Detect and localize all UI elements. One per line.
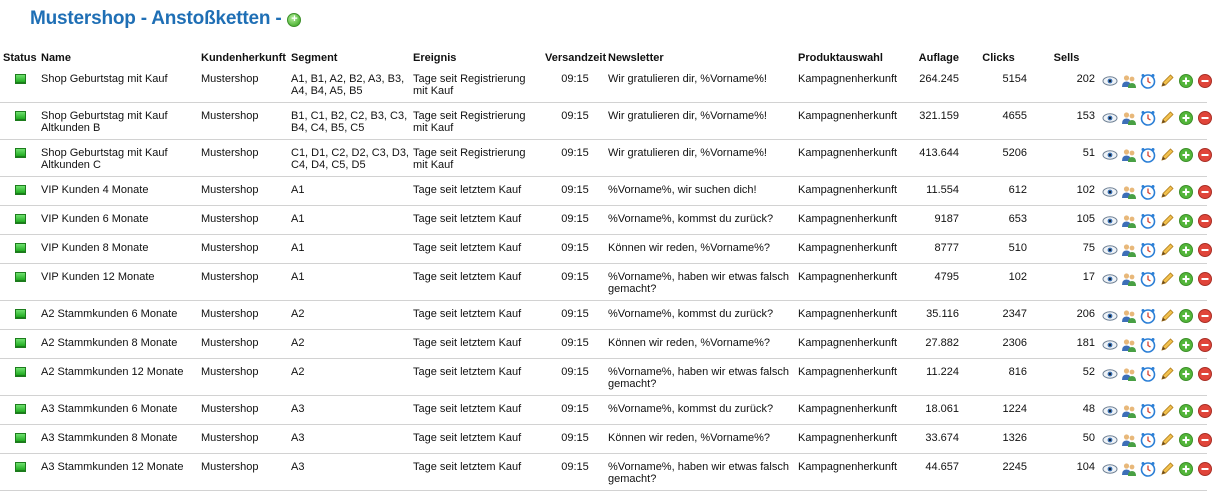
users-icon[interactable] [1121, 366, 1137, 382]
minus-icon[interactable] [1197, 147, 1213, 163]
status-cell [0, 206, 38, 235]
name-cell: VIP Kunden 6 Monate [38, 206, 198, 235]
event-cell: Tage seit letztem Kauf [410, 396, 542, 425]
segment-cell: A2 [288, 301, 410, 330]
name-cell: A2 Stammkunden 12 Monate [38, 359, 198, 396]
users-icon[interactable] [1121, 73, 1137, 89]
status-cell [0, 66, 38, 103]
auflage-cell: 33.674 [903, 425, 963, 454]
product-cell: Kampagnenherkunft [795, 396, 903, 425]
event-cell: Tage seit letztem Kauf [410, 177, 542, 206]
minus-icon[interactable] [1197, 110, 1213, 126]
status-active-icon[interactable] [15, 272, 26, 282]
name-cell: A2 Stammkunden 6 Monate [38, 301, 198, 330]
status-cell [0, 330, 38, 359]
origin-cell: Mustershop [198, 206, 288, 235]
sells-cell: 202 [1031, 66, 1099, 103]
actions-cell [1099, 66, 1207, 103]
product-cell: Kampagnenherkunft [795, 103, 903, 140]
actions-cell [1099, 359, 1207, 396]
pencil-icon[interactable] [1159, 432, 1175, 448]
status-active-icon[interactable] [15, 243, 26, 253]
plus-icon[interactable] [1178, 184, 1194, 200]
status-cell [0, 425, 38, 454]
sells-cell: 105 [1031, 206, 1099, 235]
status-cell [0, 301, 38, 330]
event-cell: Tage seit letztem Kauf [410, 206, 542, 235]
pencil-icon[interactable] [1159, 73, 1175, 89]
users-icon[interactable] [1121, 213, 1137, 229]
event-cell: Tage seit letztem Kauf [410, 235, 542, 264]
actions-cell [1099, 264, 1207, 301]
product-cell: Kampagnenherkunft [795, 359, 903, 396]
eye-icon[interactable] [1102, 461, 1118, 477]
origin-cell: Mustershop [198, 103, 288, 140]
clock-icon[interactable] [1140, 366, 1156, 382]
eye-icon[interactable] [1102, 271, 1118, 287]
segment-cell: A1 [288, 206, 410, 235]
chains-table [0, 50, 1207, 491]
plus-icon[interactable] [1178, 147, 1194, 163]
clicks-cell: 5154 [963, 66, 1031, 103]
origin-cell: Mustershop [198, 235, 288, 264]
pencil-icon[interactable] [1159, 242, 1175, 258]
origin-cell: Mustershop [198, 454, 288, 491]
segment-cell: A3 [288, 454, 410, 491]
name-cell: Shop Geburtstag mit Kauf Altkunden C [38, 140, 198, 177]
eye-icon[interactable] [1102, 308, 1118, 324]
sells-cell: 17 [1031, 264, 1099, 301]
minus-icon[interactable] [1197, 403, 1213, 419]
col-actions [1099, 50, 1207, 66]
status-cell [0, 396, 38, 425]
newsletter-cell: Wir gratulieren dir, %Vorname%! [605, 66, 795, 103]
origin-cell: Mustershop [198, 140, 288, 177]
clicks-cell: 1224 [963, 396, 1031, 425]
minus-icon[interactable] [1197, 213, 1213, 229]
newsletter-cell: Können wir reden, %Vorname%? [605, 330, 795, 359]
users-icon[interactable] [1121, 184, 1137, 200]
clock-icon[interactable] [1140, 213, 1156, 229]
product-cell: Kampagnenherkunft [795, 140, 903, 177]
status-active-icon[interactable] [15, 367, 26, 377]
table-row [0, 66, 1207, 103]
sells-cell: 206 [1031, 301, 1099, 330]
time-cell: 09:15 [542, 454, 605, 491]
segment-cell: A2 [288, 330, 410, 359]
minus-icon[interactable] [1197, 271, 1213, 287]
eye-icon[interactable] [1102, 110, 1118, 126]
clicks-cell: 1326 [963, 425, 1031, 454]
plus-icon[interactable] [1178, 403, 1194, 419]
time-cell: 09:15 [542, 264, 605, 301]
product-cell: Kampagnenherkunft [795, 177, 903, 206]
product-cell: Kampagnenherkunft [795, 330, 903, 359]
col-sells: Sells [1053, 52, 1080, 64]
minus-icon[interactable] [1197, 337, 1213, 353]
auflage-cell: 9187 [903, 206, 963, 235]
minus-icon[interactable] [1197, 366, 1213, 382]
minus-icon[interactable] [1197, 242, 1213, 258]
auflage-cell: 413.644 [903, 140, 963, 177]
product-cell: Kampagnenherkunft [795, 425, 903, 454]
status-active-icon[interactable] [15, 214, 26, 224]
auflage-cell: 27.882 [903, 330, 963, 359]
time-cell: 09:15 [542, 235, 605, 264]
users-icon[interactable] [1121, 147, 1137, 163]
segment-cell: A2 [288, 359, 410, 396]
users-icon[interactable] [1121, 271, 1137, 287]
actions-cell [1099, 235, 1207, 264]
minus-icon[interactable] [1197, 73, 1213, 89]
plus-icon[interactable] [1178, 271, 1194, 287]
col-ereignis: Ereignis [413, 52, 457, 64]
col-status: Status [3, 52, 37, 64]
table-row [0, 177, 1207, 206]
status-cell [0, 103, 38, 140]
auflage-cell: 11.224 [903, 359, 963, 396]
event-cell: Tage seit Registrierung mit Kauf [410, 140, 542, 177]
actions-cell [1099, 140, 1207, 177]
eye-icon[interactable] [1102, 366, 1118, 382]
time-cell: 09:15 [542, 330, 605, 359]
eye-icon[interactable] [1102, 403, 1118, 419]
product-cell: Kampagnenherkunft [795, 454, 903, 491]
col-kundenherkunft: Kundenherkunft [201, 52, 286, 64]
product-cell: Kampagnenherkunft [795, 206, 903, 235]
name-cell: Shop Geburtstag mit Kauf Altkunden B [38, 103, 198, 140]
newsletter-cell: Können wir reden, %Vorname%? [605, 425, 795, 454]
event-cell: Tage seit letztem Kauf [410, 330, 542, 359]
origin-cell: Mustershop [198, 396, 288, 425]
auflage-cell: 264.245 [903, 66, 963, 103]
pencil-icon[interactable] [1159, 147, 1175, 163]
origin-cell: Mustershop [198, 359, 288, 396]
col-newsletter: Newsletter [608, 52, 664, 64]
col-name: Name [41, 52, 71, 64]
table-row [0, 264, 1207, 301]
minus-icon[interactable] [1197, 432, 1213, 448]
sells-cell: 51 [1031, 140, 1099, 177]
newsletter-cell: %Vorname%, haben wir etwas falsch gemacht? [605, 454, 795, 491]
status-active-icon[interactable] [15, 74, 26, 84]
table-row [0, 301, 1207, 330]
origin-cell: Mustershop [198, 264, 288, 301]
table-row [0, 103, 1207, 140]
status-cell [0, 264, 38, 301]
sells-cell: 104 [1031, 454, 1099, 491]
segment-cell: A3 [288, 396, 410, 425]
pencil-icon[interactable] [1159, 213, 1175, 229]
clock-icon[interactable] [1140, 147, 1156, 163]
sells-cell: 102 [1031, 177, 1099, 206]
event-cell: Tage seit letztem Kauf [410, 264, 542, 301]
status-active-icon[interactable] [15, 404, 26, 414]
eye-icon[interactable] [1102, 213, 1118, 229]
status-active-icon[interactable] [15, 462, 26, 472]
plus-icon[interactable] [1178, 110, 1194, 126]
table-row [0, 396, 1207, 425]
actions-cell [1099, 206, 1207, 235]
clicks-cell: 653 [963, 206, 1031, 235]
segment-cell: A3 [288, 425, 410, 454]
status-cell [0, 140, 38, 177]
segment-cell: C1, D1, C2, D2, C3, D3, C4, D4, C5, D5 [288, 140, 410, 177]
newsletter-cell: %Vorname%, kommst du zurück? [605, 206, 795, 235]
product-cell: Kampagnenherkunft [795, 301, 903, 330]
time-cell: 09:15 [542, 66, 605, 103]
plus-icon[interactable] [1178, 213, 1194, 229]
sells-cell: 50 [1031, 425, 1099, 454]
pencil-icon[interactable] [1159, 403, 1175, 419]
col-versandzeit: Versandzeit [545, 52, 607, 64]
newsletter-cell: %Vorname%, kommst du zurück? [605, 301, 795, 330]
table-row [0, 140, 1207, 177]
page-title: Mustershop - Anstoßketten - [30, 8, 282, 29]
eye-icon[interactable] [1102, 432, 1118, 448]
time-cell: 09:15 [542, 425, 605, 454]
status-cell [0, 235, 38, 264]
name-cell: A2 Stammkunden 8 Monate [38, 330, 198, 359]
sells-cell: 75 [1031, 235, 1099, 264]
pencil-icon[interactable] [1159, 271, 1175, 287]
sells-cell: 48 [1031, 396, 1099, 425]
name-cell: A3 Stammkunden 8 Monate [38, 425, 198, 454]
pencil-icon[interactable] [1159, 110, 1175, 126]
pencil-icon[interactable] [1159, 366, 1175, 382]
clock-icon[interactable] [1140, 271, 1156, 287]
users-icon[interactable] [1121, 432, 1137, 448]
origin-cell: Mustershop [198, 330, 288, 359]
eye-icon[interactable] [1102, 242, 1118, 258]
actions-cell [1099, 177, 1207, 206]
eye-icon[interactable] [1102, 337, 1118, 353]
product-cell: Kampagnenherkunft [795, 264, 903, 301]
clicks-cell: 4655 [963, 103, 1031, 140]
clock-icon[interactable] [1140, 461, 1156, 477]
product-cell: Kampagnenherkunft [795, 66, 903, 103]
status-active-icon[interactable] [15, 338, 26, 348]
origin-cell: Mustershop [198, 301, 288, 330]
table-row [0, 235, 1207, 264]
segment-cell: B1, C1, B2, C2, B3, C3, B4, C4, B5, C5 [288, 103, 410, 140]
name-cell: VIP Kunden 8 Monate [38, 235, 198, 264]
pencil-icon[interactable] [1159, 461, 1175, 477]
plus-icon[interactable] [1178, 461, 1194, 477]
minus-icon[interactable] [1197, 308, 1213, 324]
actions-cell [1099, 301, 1207, 330]
title-row [30, 7, 301, 31]
segment-cell: A1 [288, 264, 410, 301]
status-active-icon[interactable] [15, 433, 26, 443]
col-produktauswahl: Produktauswahl [798, 52, 883, 64]
plus-icon[interactable] [1178, 366, 1194, 382]
users-icon[interactable] [1121, 337, 1137, 353]
table-row [0, 359, 1207, 396]
auflage-cell: 4795 [903, 264, 963, 301]
segment-cell: A1, B1, A2, B2, A3, B3, A4, B4, A5, B5 [288, 66, 410, 103]
segment-cell: A1 [288, 235, 410, 264]
time-cell: 09:15 [542, 103, 605, 140]
origin-cell: Mustershop [198, 177, 288, 206]
table-row [0, 454, 1207, 491]
clicks-cell: 510 [963, 235, 1031, 264]
name-cell: A3 Stammkunden 6 Monate [38, 396, 198, 425]
status-active-icon[interactable] [15, 111, 26, 121]
actions-cell [1099, 330, 1207, 359]
clock-icon[interactable] [1140, 432, 1156, 448]
clicks-cell: 2306 [963, 330, 1031, 359]
actions-cell [1099, 396, 1207, 425]
sells-cell: 52 [1031, 359, 1099, 396]
users-icon[interactable] [1121, 308, 1137, 324]
eye-icon[interactable] [1102, 147, 1118, 163]
pencil-icon[interactable] [1159, 337, 1175, 353]
newsletter-cell: Wir gratulieren dir, %Vorname%! [605, 140, 795, 177]
clock-icon[interactable] [1140, 242, 1156, 258]
plus-icon[interactable] [1178, 432, 1194, 448]
sells-cell: 153 [1031, 103, 1099, 140]
col-segment: Segment [291, 52, 338, 64]
name-cell: VIP Kunden 12 Monate [38, 264, 198, 301]
newsletter-cell: %Vorname%, haben wir etwas falsch gemacht? [605, 359, 795, 396]
minus-icon[interactable] [1197, 184, 1213, 200]
event-cell: Tage seit letztem Kauf [410, 359, 542, 396]
auflage-cell: 11.554 [903, 177, 963, 206]
users-icon[interactable] [1121, 403, 1137, 419]
status-active-icon[interactable] [15, 185, 26, 195]
event-cell: Tage seit letztem Kauf [410, 301, 542, 330]
users-icon[interactable] [1121, 242, 1137, 258]
clicks-cell: 2245 [963, 454, 1031, 491]
clock-icon[interactable] [1140, 110, 1156, 126]
actions-cell [1099, 454, 1207, 491]
newsletter-cell: %Vorname%, wir suchen dich! [605, 177, 795, 206]
name-cell: VIP Kunden 4 Monate [38, 177, 198, 206]
clock-icon[interactable] [1140, 403, 1156, 419]
clicks-cell: 102 [963, 264, 1031, 301]
plus-icon[interactable] [1178, 242, 1194, 258]
newsletter-cell: %Vorname%, haben wir etwas falsch gemacht? [605, 264, 795, 301]
clock-icon[interactable] [1140, 184, 1156, 200]
clicks-cell: 5206 [963, 140, 1031, 177]
plus-icon[interactable] [1178, 308, 1194, 324]
auflage-cell: 8777 [903, 235, 963, 264]
users-icon[interactable] [1121, 461, 1137, 477]
segment-cell: A1 [288, 177, 410, 206]
newsletter-cell: Können wir reden, %Vorname%? [605, 235, 795, 264]
table-row [0, 206, 1207, 235]
add-chain-icon[interactable]: + [287, 13, 301, 27]
table-row [0, 330, 1207, 359]
origin-cell: Mustershop [198, 425, 288, 454]
status-cell [0, 177, 38, 206]
time-cell: 09:15 [542, 140, 605, 177]
table-row [0, 425, 1207, 454]
auflage-cell: 35.116 [903, 301, 963, 330]
status-active-icon[interactable] [15, 309, 26, 319]
plus-icon[interactable] [1178, 73, 1194, 89]
pencil-icon[interactable] [1159, 184, 1175, 200]
event-cell: Tage seit Registrierung mit Kauf [410, 103, 542, 140]
auflage-cell: 321.159 [903, 103, 963, 140]
col-auflage: Auflage [918, 52, 959, 64]
name-cell: A3 Stammkunden 12 Monate [38, 454, 198, 491]
product-cell: Kampagnenherkunft [795, 235, 903, 264]
time-cell: 09:15 [542, 301, 605, 330]
newsletter-cell: Wir gratulieren dir, %Vorname%! [605, 103, 795, 140]
auflage-cell: 44.657 [903, 454, 963, 491]
name-cell: Shop Geburtstag mit Kauf [38, 66, 198, 103]
table-header [0, 50, 1207, 66]
status-cell [0, 454, 38, 491]
users-icon[interactable] [1121, 110, 1137, 126]
time-cell: 09:15 [542, 177, 605, 206]
status-cell [0, 359, 38, 396]
eye-icon[interactable] [1102, 73, 1118, 89]
newsletter-cell: %Vorname%, kommst du zurück? [605, 396, 795, 425]
clicks-cell: 612 [963, 177, 1031, 206]
auflage-cell: 18.061 [903, 396, 963, 425]
plus-icon[interactable] [1178, 337, 1194, 353]
clock-icon[interactable] [1140, 337, 1156, 353]
event-cell: Tage seit Registrierung mit Kauf [410, 66, 542, 103]
clicks-cell: 2347 [963, 301, 1031, 330]
event-cell: Tage seit letztem Kauf [410, 425, 542, 454]
time-cell: 09:15 [542, 359, 605, 396]
pencil-icon[interactable] [1159, 308, 1175, 324]
origin-cell: Mustershop [198, 66, 288, 103]
eye-icon[interactable] [1102, 184, 1118, 200]
minus-icon[interactable] [1197, 461, 1213, 477]
actions-cell [1099, 425, 1207, 454]
clicks-cell: 816 [963, 359, 1031, 396]
col-clicks: Clicks [982, 52, 1015, 64]
time-cell: 09:15 [542, 396, 605, 425]
actions-cell [1099, 103, 1207, 140]
sells-cell: 181 [1031, 330, 1099, 359]
status-active-icon[interactable] [15, 148, 26, 158]
event-cell: Tage seit letztem Kauf [410, 454, 542, 491]
time-cell: 09:15 [542, 206, 605, 235]
clock-icon[interactable] [1140, 73, 1156, 89]
clock-icon[interactable] [1140, 308, 1156, 324]
